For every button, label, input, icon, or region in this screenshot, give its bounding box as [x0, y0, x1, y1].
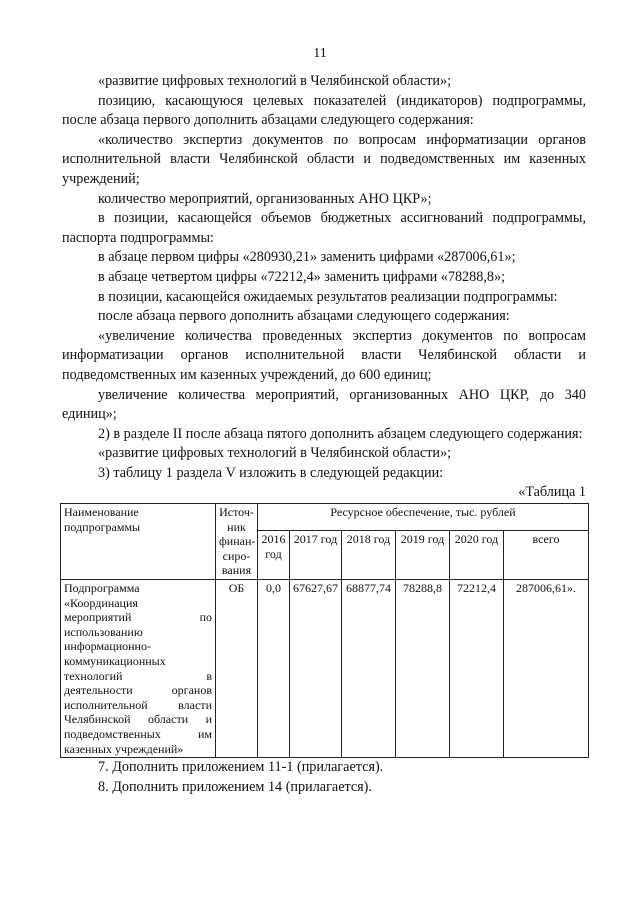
name-line: казенных учреждений» [64, 741, 184, 756]
paragraph: в абзаце первом цифры «280930,21» заменить цифрами «287006,61»; [98, 249, 516, 266]
paragraph: «развитие цифровых технологий в Челябинской области»; [98, 445, 452, 462]
header-year: 2016 год [258, 530, 290, 579]
value-cell: 78288,8 [396, 580, 450, 758]
value-cell: 67627,67 [290, 580, 342, 758]
header-year: 2017 год [290, 530, 342, 579]
paragraph: количество мероприятий, организованных АНО ЦКР»; [98, 190, 432, 207]
header-year: 2019 год [396, 530, 450, 579]
subprogram-name [61, 580, 216, 758]
page-number: 11 [313, 46, 327, 61]
header-year: 2018 год [342, 530, 396, 579]
name-line: информационно- [64, 639, 151, 654]
document-body [62, 72, 586, 797]
paragraph: 8. Дополнить приложением 14 (прилагается). [98, 778, 372, 795]
paragraph: «увеличение количества проведенных экспертиз документов по вопросам информатизации органов исполнительной власти Челябинской области и подведомственных им казенных учреждений, до 600 единиц; [62, 327, 586, 383]
paragraph: в позиции, касающейся объемов бюджетных ассигнований подпрограммы, паспорта подпрограммы: [62, 210, 586, 246]
header-year: 2020 год [450, 530, 504, 579]
paragraph: 2) в разделе II после абзаца пятого дополнить абзацем следующего содержания: [98, 425, 583, 442]
paragraph: 3) таблицу 1 раздела V изложить в следующей редакции: [98, 464, 444, 481]
name-line: технологий в [64, 668, 212, 683]
value-cell: 0,0 [258, 580, 290, 758]
value-cell: 68877,74 [342, 580, 396, 758]
paragraph: 7. Дополнить приложением 11-1 (прилагается). [98, 759, 384, 776]
paragraph: после абзаца первого дополнить абзацами следующего содержания: [98, 308, 510, 325]
header-name: Наименование подпрограммы [61, 504, 216, 580]
table-caption: «Таблица 1 [518, 484, 586, 501]
paragraph: позицию, касающуюся целевых показателей (индикаторов) подпрограммы, после абзаца первого дополнить абзацами следующего содержания: [62, 92, 586, 129]
name-line: Подпрограмма [64, 581, 140, 596]
name-line: деятельности органов [64, 683, 212, 698]
value-cell: 72212,4 [450, 580, 504, 758]
paragraph: «количество экспертиз документов по вопросам информатизации органов исполнительной власти Челябинской области и подведомственных им казенных учреждений; [62, 131, 586, 187]
resources-table [60, 503, 589, 758]
header-source: Источ-ник финан-сиро-вания [216, 504, 258, 580]
paragraph: в позиции, касающейся ожидаемых результатов реализации подпрограммы: [98, 288, 558, 305]
name-line: исполнительной власти [64, 697, 212, 712]
total-cell: 287006,61». [504, 580, 589, 758]
paragraph: увеличение количества мероприятий, организованных АНО ЦКР, до 340 единиц»; [62, 386, 586, 423]
name-line: использованию [64, 624, 143, 639]
table-header-row [61, 504, 589, 531]
header-resources: Ресурсное обеспечение, тыс. рублей [258, 504, 589, 531]
name-line: подведомственных им [64, 726, 212, 741]
funding-source: ОБ [216, 580, 258, 758]
paragraph: «развитие цифровых технологий в Челябинской области»; [98, 73, 452, 89]
header-total: всего [504, 530, 589, 579]
name-line: Челябинской области и [64, 712, 212, 727]
name-line: «Координация [64, 595, 138, 610]
paragraph: в абзаце четвертом цифры «72212,4» заменить цифрами «78288,8»; [98, 268, 506, 285]
name-line: мероприятий по [64, 610, 212, 625]
table-row [61, 580, 589, 758]
name-line: коммуникационных [64, 654, 166, 668]
